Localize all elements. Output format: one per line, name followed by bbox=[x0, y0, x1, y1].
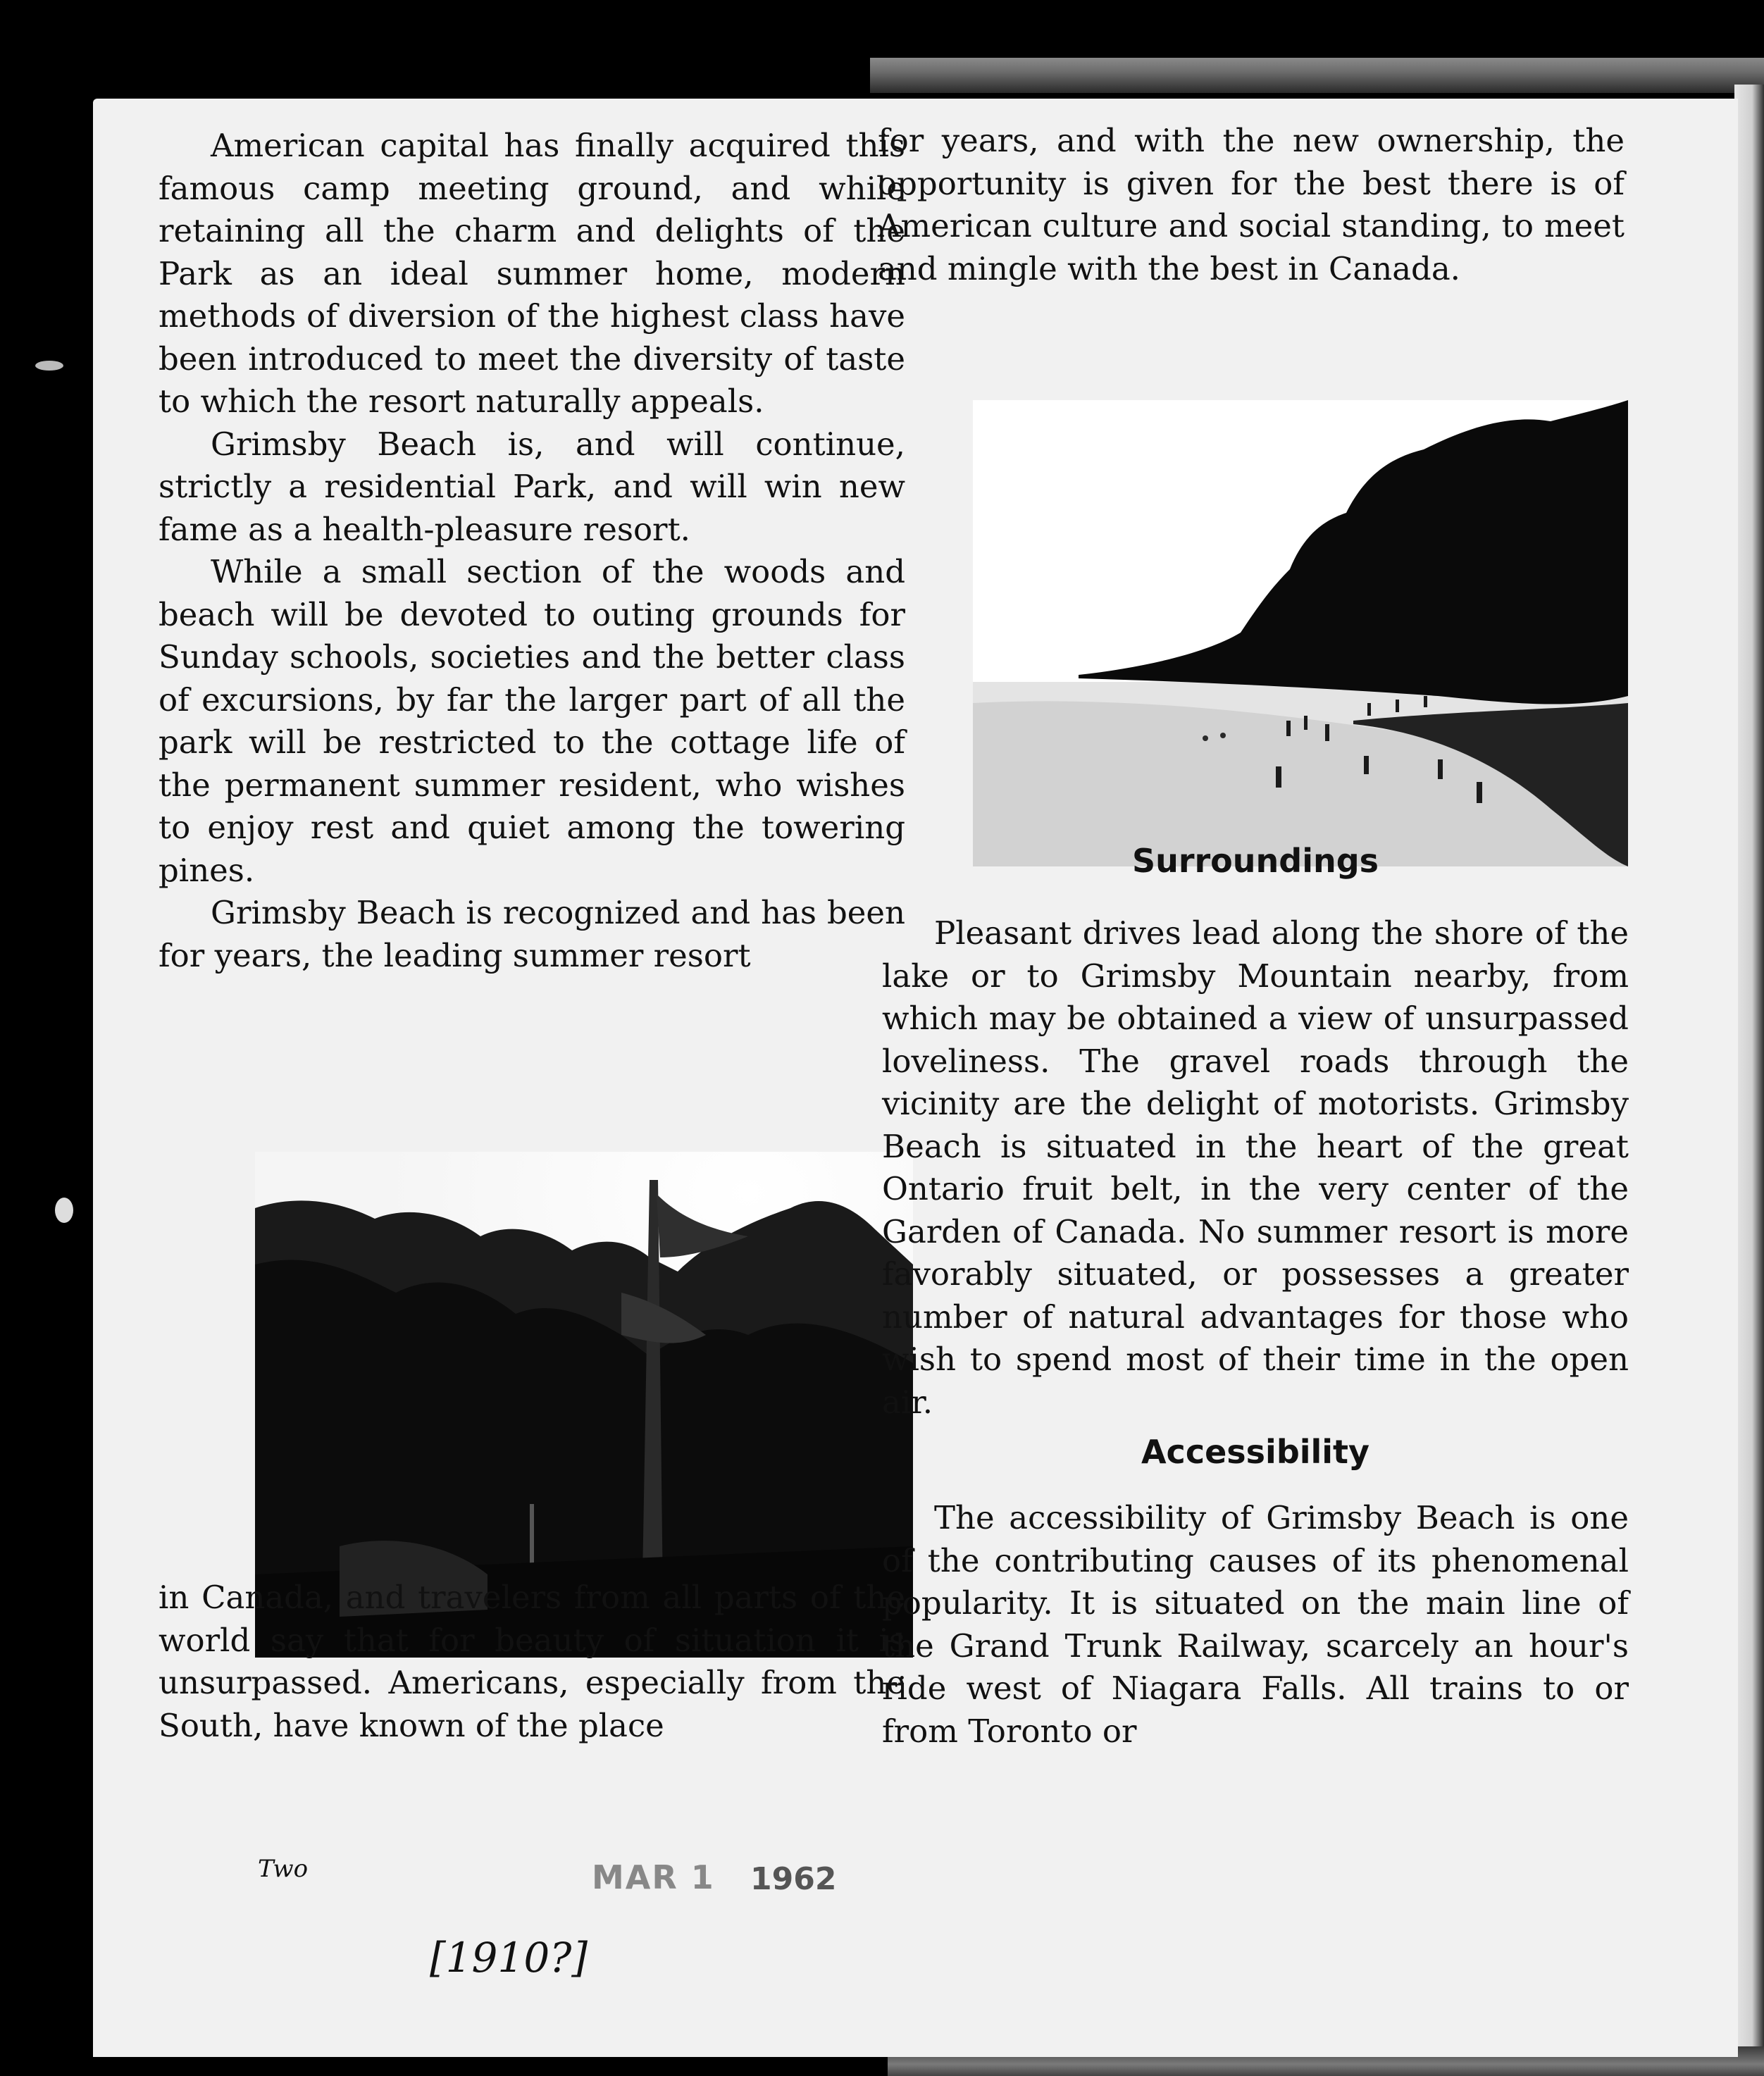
adjacent-page-edge bbox=[1734, 85, 1764, 2050]
paragraph: Pleasant drives lead along the shore of the lake or to Grimsby Mountain nearby, from which may be obtained a view of unsurpassed loveliness. The gravel roads through the vicinity are the delight of motorists. Grimsby Beach is situated in the heart of the great Ontario fruit belt, in the very center of the Garden of Canada. No summer resort is more favorably situated, or possesses a greater number of natural advantages for those who wish to spend most of their time in the open air. bbox=[882, 914, 1629, 1421]
date-stamp: MAR 1 bbox=[592, 1858, 715, 1896]
paragraph: in Canada, and travelers from all parts of the world say that for beauty of situation it is unsurpassed. Americans, especially from the South, have known of the place bbox=[159, 1579, 905, 1744]
right-column-surroundings bbox=[882, 912, 1629, 1424]
section-heading-surroundings: Surroundings bbox=[1131, 842, 1379, 880]
handwritten-note: [1910?] bbox=[430, 1934, 588, 1982]
year-stamp: 1962 bbox=[750, 1861, 837, 1897]
page-number: Two bbox=[258, 1855, 309, 1883]
paragraph: Grimsby Beach is, and will continue, strictly a residential Park, and will win new fame as a health-pleasure resort. bbox=[159, 425, 905, 548]
paragraph: The accessibility of Grimsby Beach is one of the contributing causes of its phenomenal popularity. It is situated on the main line of the Grand Trunk Railway, scarcely an hour's ride west of Niagara Falls. All trains to or from Toronto or bbox=[882, 1499, 1629, 1750]
left-column-top bbox=[159, 125, 905, 977]
scan-edge-top bbox=[870, 58, 1764, 93]
paragraph: Grimsby Beach is recognized and has been for years, the leading summer resort bbox=[159, 894, 905, 974]
left-column-bottom bbox=[159, 1577, 905, 1747]
paragraph: While a small section of the woods and beach will be devoted to outing grounds for Sunday schools, societies and the better class of excursions, by far the larger part of all the park will be restricted to the cottage life of the permanent summer resident, who wishes to enjoy rest and quiet among the towering pines. bbox=[159, 553, 905, 889]
scan-speck bbox=[55, 1198, 73, 1223]
right-column-top bbox=[878, 120, 1625, 290]
beach-photo bbox=[973, 400, 1628, 866]
paragraph: American capital has finally acquired this famous camp meeting ground, and while retaining all the charm and delights of the Park as an ideal summer home, modern methods of diversion of the highest class have been introduced to meet the diversity of taste to which the resort naturally appeals. bbox=[159, 127, 905, 420]
section-heading-accessibility: Accessibility bbox=[1141, 1433, 1370, 1471]
scan-speck bbox=[35, 361, 63, 371]
paragraph: for years, and with the new ownership, the opportunity is given for the best there is of American culture and social standing, to meet and mingle with the best in Canada. bbox=[878, 122, 1625, 287]
right-column-accessibility bbox=[882, 1497, 1629, 1753]
